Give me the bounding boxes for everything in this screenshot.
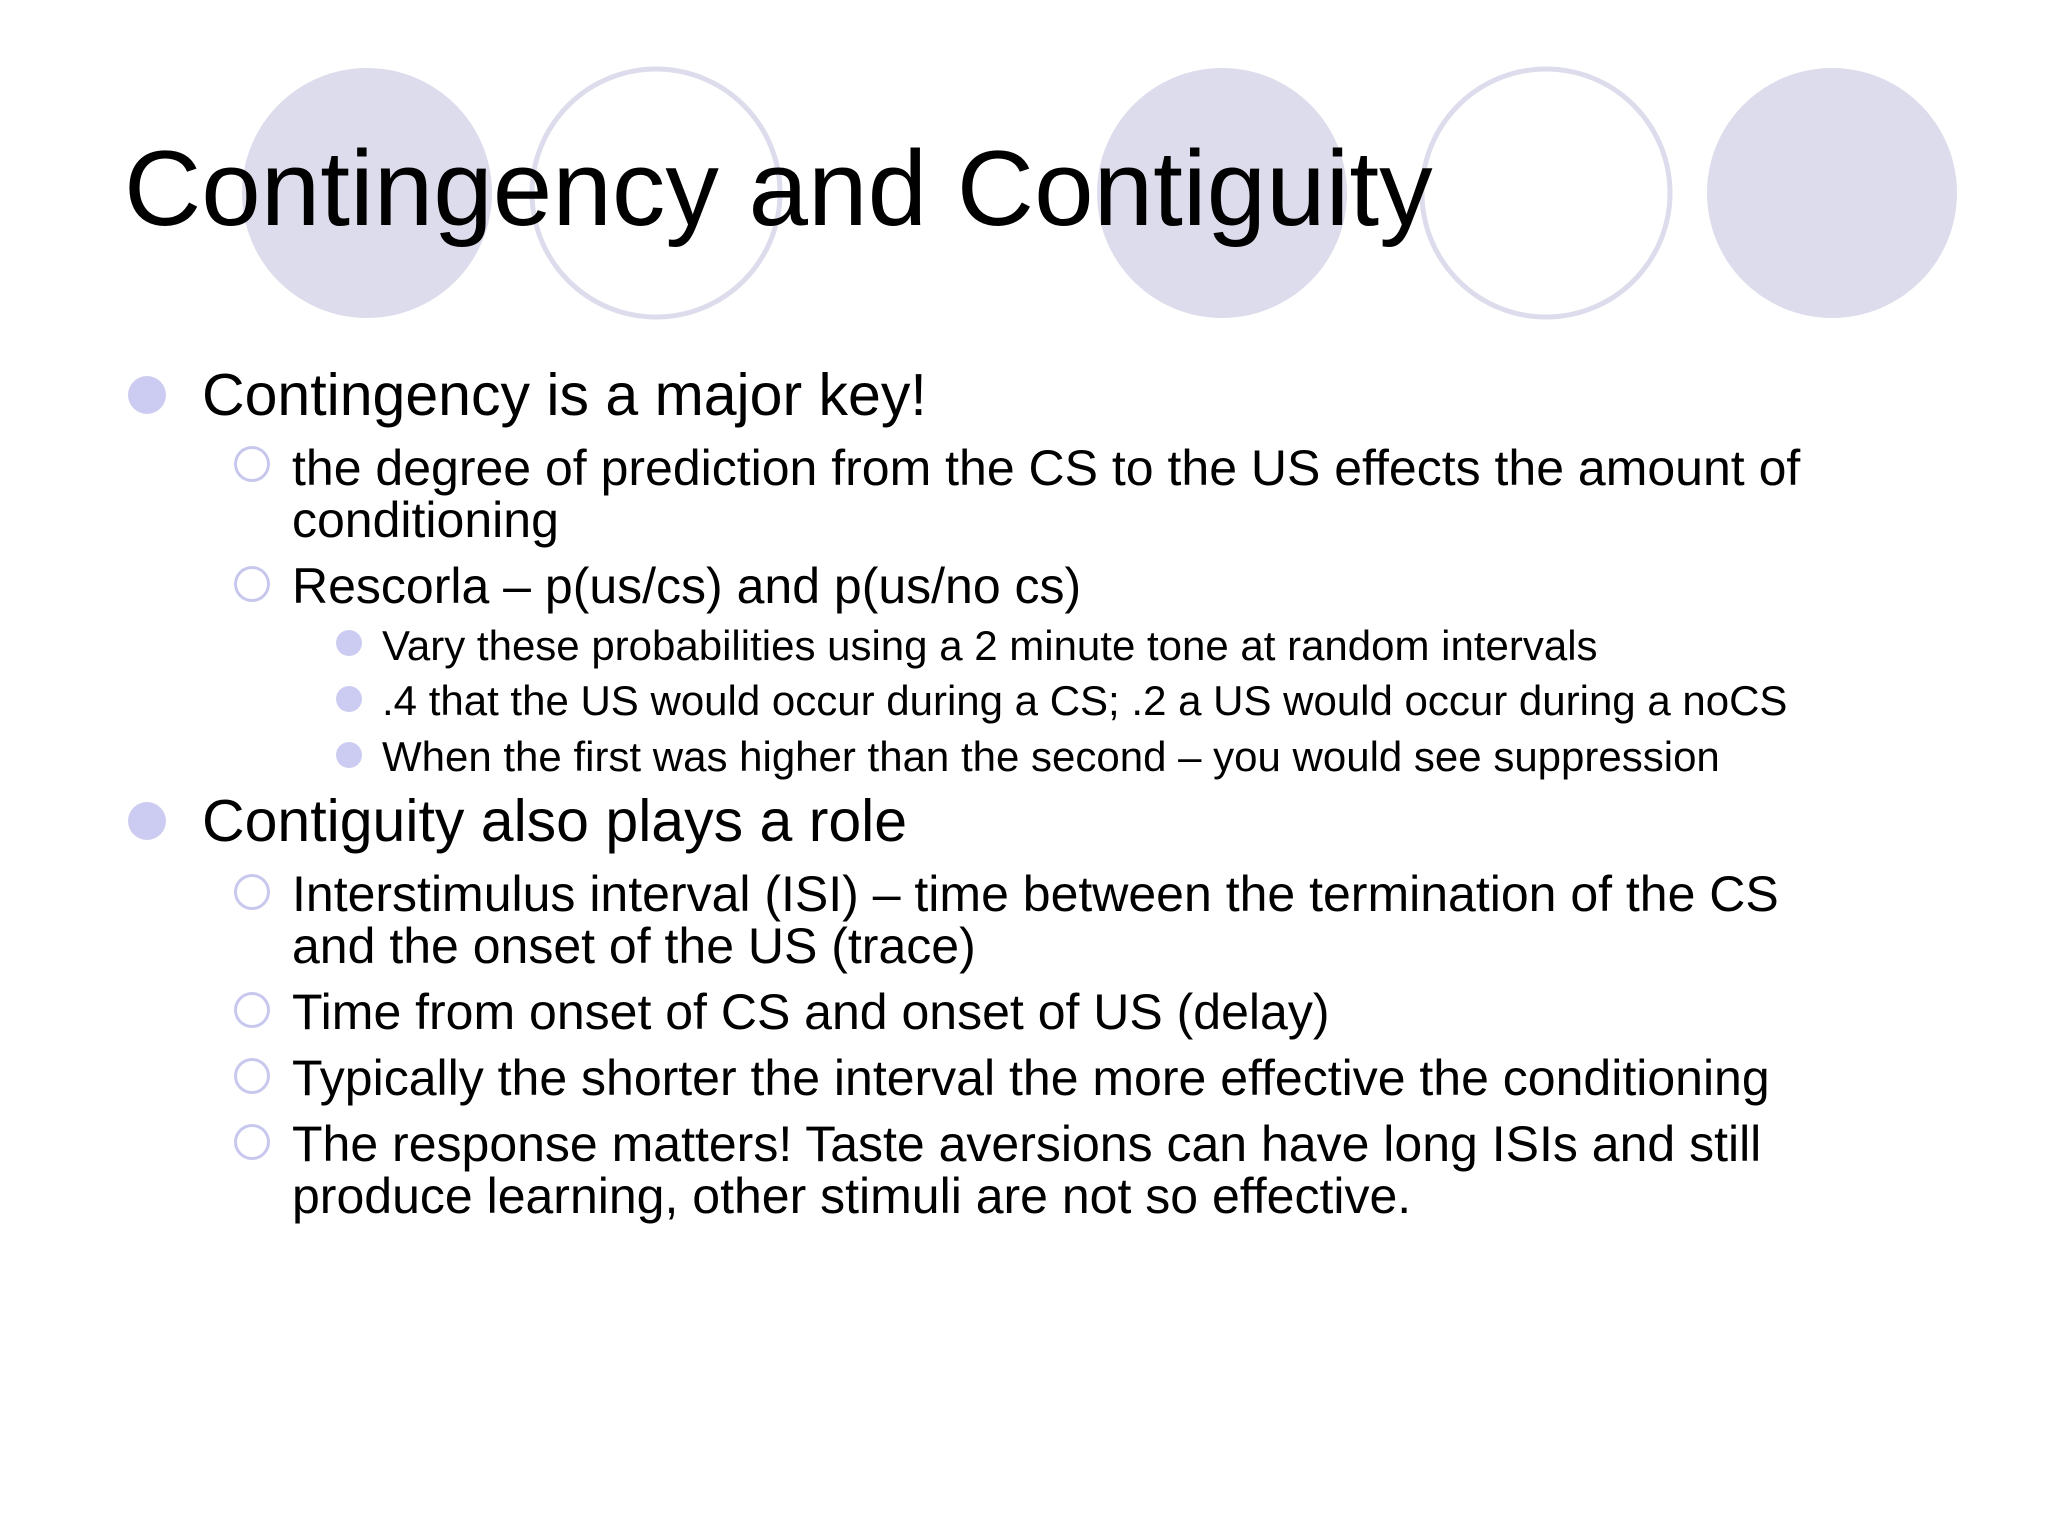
sub-sub-bullet-text: When the first was higher than the second – you would see suppression — [382, 733, 1720, 780]
sub-bullet-text-cont: conditioning — [292, 492, 559, 548]
ring-bullet-icon — [234, 874, 270, 910]
sub-bullet-text: Time from onset of CS and onset of US (delay) — [292, 984, 1330, 1040]
slide-title: Contingency and Contiguity — [124, 128, 1433, 248]
ring-bullet-icon — [234, 446, 270, 482]
ring-bullet-icon — [234, 1124, 270, 1160]
ring-bullet-icon — [234, 566, 270, 602]
sub-sub-bullet-text: .4 that the US would occur during a CS; .2 a US would occur during a noCS — [382, 677, 1788, 724]
filled-bullet-icon — [128, 802, 166, 840]
sub-bullet-text: the degree of prediction from the CS to the US effects the amount of — [292, 440, 1801, 496]
bullet-text: Contingency is a major key! — [202, 362, 927, 428]
sub-bullet-text: Interstimulus interval (ISI) – time between the termination of the CS — [292, 866, 1779, 922]
filled-bullet-icon — [128, 376, 166, 414]
sub-bullet-text: Rescorla – p(us/cs) and p(us/no cs) — [292, 558, 1082, 614]
sub-sub-bullet-text: Vary these probabilities using a 2 minute tone at random intervals — [382, 622, 1598, 669]
small-filled-bullet-icon — [336, 630, 362, 656]
ring-bullet-icon — [234, 992, 270, 1028]
small-filled-bullet-icon — [336, 742, 362, 768]
sub-bullet-text: The response matters! Taste aversions can have long ISIs and still — [292, 1116, 1762, 1172]
bullet-text: Contiguity also plays a role — [202, 788, 908, 854]
sub-bullet-text: Typically the shorter the interval the more effective the conditioning — [292, 1050, 1770, 1106]
sub-bullet-text-cont: and the onset of the US (trace) — [292, 918, 976, 974]
ring-bullet-icon — [234, 1058, 270, 1094]
small-filled-bullet-icon — [336, 686, 362, 712]
sub-bullet-text-cont: produce learning, other stimuli are not so effective. — [292, 1168, 1412, 1224]
